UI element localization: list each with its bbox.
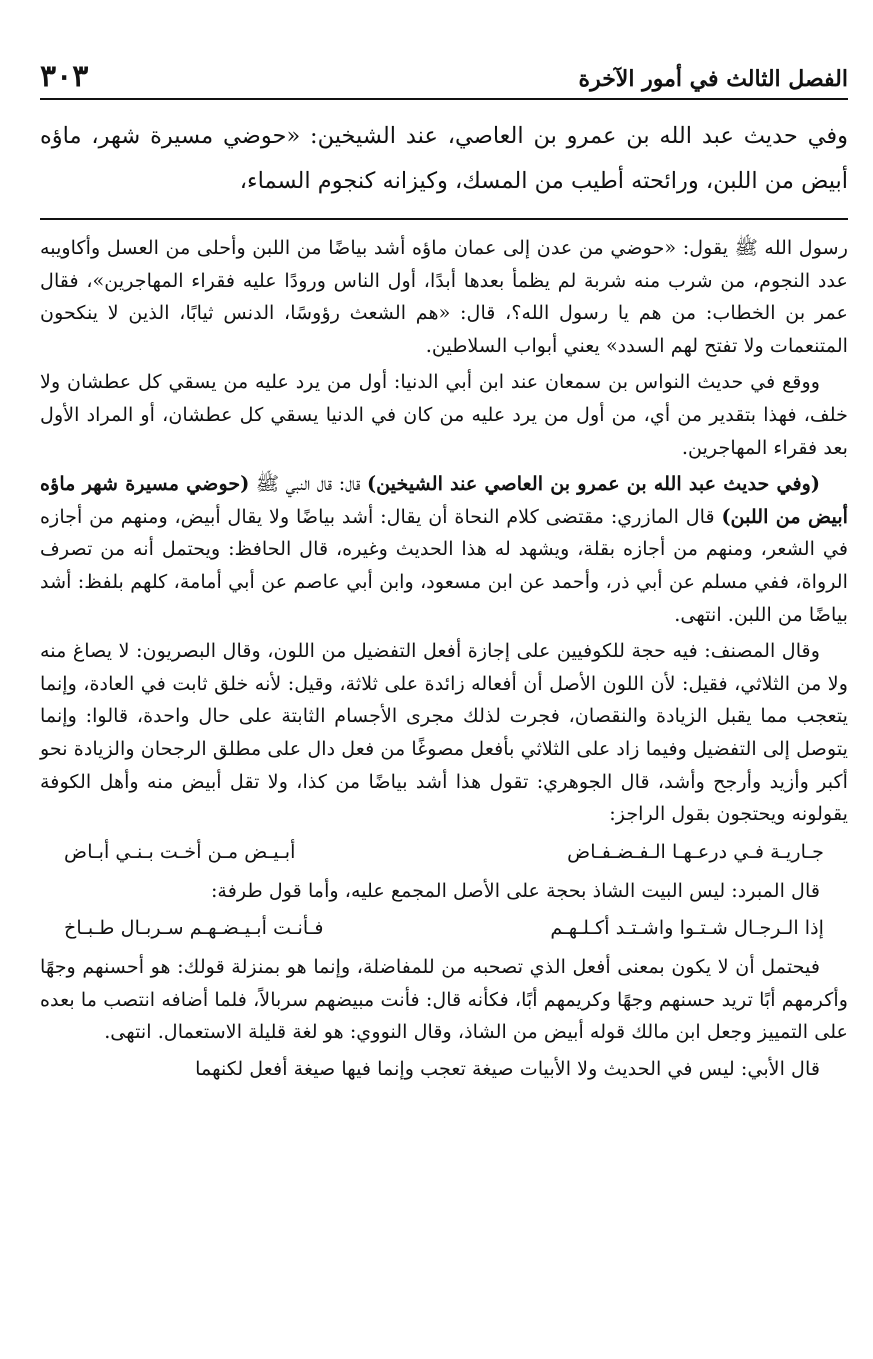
text-segment: قال المازري: مقتضى كلام النحاة أن يقال: أشد بياضًا ولا يقال أبيض، ومنهم من أجازه في الشعر، ومنهم من أجازه بقلة، ويشهد له هذا الحديث وغيره، قال الحافظ: ويحتمل أنه من تصرف الرواة، ففي مسلم عن أبي ذر، وأحمد عن ابن مسعود، وابن أبي عاصم عن أبي أمامة، كلهم بلفظ: أشد بياضًا من اللبن. انتهى. [40, 504, 848, 626]
commentary-paragraph-7: قال الأبي: ليس في الحديث ولا الأبيات صيغة تعجب وإنما فيها صيغة أفعل لكنهما [195, 1057, 820, 1081]
verse-hemistich-second: فـأنـت أبـيـضـهـم سـربـال طـبـاخ [64, 916, 324, 940]
text-segment: قال: قال النبي ﷺ [249, 472, 367, 496]
poetry-verse-2 [40, 911, 848, 945]
book-page [40, 40, 848, 1090]
commentary-paragraph-6: فيحتمل أن لا يكون بمعنى أفعل الذي تصحبه من للمفاضلة، وإنما هو بمنزلة قولك: هو أحسنهم وجهًا وأكرمهم أبًا تريد حسنهم وجهًا وكريمهم أبًا، فكأنه قال: فأنت مبيضهم سربالاً، فلما أضافه انتصب ما بعده على التمييز وجعل ابن مالك قوله أبيض من الشاذ، وقال النووي: هو لغة قليلة الاستعمال. انتهى. [40, 955, 848, 1044]
commentary-paragraph-3 [40, 468, 848, 631]
commentary-paragraph-1: رسول الله ﷺ يقول: «حوضي من عدن إلى عمان ماؤه أشد بياضًا من اللبن وأحلى من العسل وأكاويبه عدد النجوم، من شرب منه شربة لم يظمأ بعدها أبدًا، أول الناس ورودًا عليه فقراء المهاجرين»، فقال عمر بن الخطاب: من هم يا رسول الله؟، قال: «هم الشعث رؤوسًا، الدنس ثيابًا، الذين لا ينكحون المتنعمات ولا تفتح لهم السدد» يعني أبواب السلاطين. [40, 236, 848, 357]
chapter-title: الفصل الثالث في أمور الآخرة [578, 66, 848, 92]
commentary-paragraph-2: ووقع في حديث النواس بن سمعان عند ابن أبي الدنيا: أول من يرد عليه من يسقي كل عطشان ولا خلف، فهذا بتقدير من أي، من أول من يرد عليه من كان في الدنيا يسقي كل عطشان، أو المراد الأول بعد فقراء المهاجرين. [40, 370, 848, 459]
main-text: وفي حديث عبد الله بن عمرو بن العاصي، عند الشيخين: «حوضي مسيرة شهر، ماؤه أبيض من اللبن، ورائحته أطيب من المسك، وكيزانه كنجوم السماء، [40, 123, 848, 194]
quoted-matn-2: (حوضي مسيرة شهر ماؤه أبيض من اللبن) [40, 472, 849, 528]
page-header [40, 40, 848, 92]
verse-hemistich-first: إذا الـرجـال شـتـوا واشـتـد أكـلـهـم [550, 916, 824, 940]
commentary-paragraph-4: وقال المصنف: فيه حجة للكوفيين على إجازة أفعل التفضيل من اللون، وقال البصريون: لا يصاغ منه ولا من الثلاثي، فقيل: لأن اللون الأصل أن أفعاله زائدة على ثلاثة، وقيل: لأنه خلق ثابت في العادة، وإنما يتعجب مما يقبل الزيادة والنقصان، فجرت لذلك مجرى الأجسام الثابتة على حال واحدة، قالوا: وإنما يتوصل إلى التفضيل وفيما زاد على الثلاثي بأفعل مصوغًا من فعل دال على مطلق الرجحان والزيادة نحو أكبر وأزيد وأرجح وأشد، قال الجوهري: تقول هذا أشد بياضًا من كذا، ولا تقل أبيض منه وأهل الكوفة يقولونه ويحتجون بقول الراجز: [40, 639, 848, 826]
quoted-matn-1: (وفي حديث عبد الله بن عمرو بن العاصي عند الشيخين) [367, 472, 821, 496]
commentary [40, 232, 848, 1086]
commentary-paragraph-5: قال المبرد: ليس البيت الشاذ بحجة على الأصل المجمع عليه، وأما قول طرفة: [210, 878, 820, 902]
poetry-verse-1 [40, 835, 848, 869]
verse-hemistich-second: أبـيـض مـن أخـت بـنـي أبـاض [64, 839, 296, 863]
commentary-separator [40, 218, 848, 220]
verse-hemistich-first: جـاريـة فـي درعـهـا الـفـضـفـاض [567, 839, 824, 863]
header-rule [40, 98, 848, 100]
page-number: ٣٠٣ [40, 59, 89, 94]
